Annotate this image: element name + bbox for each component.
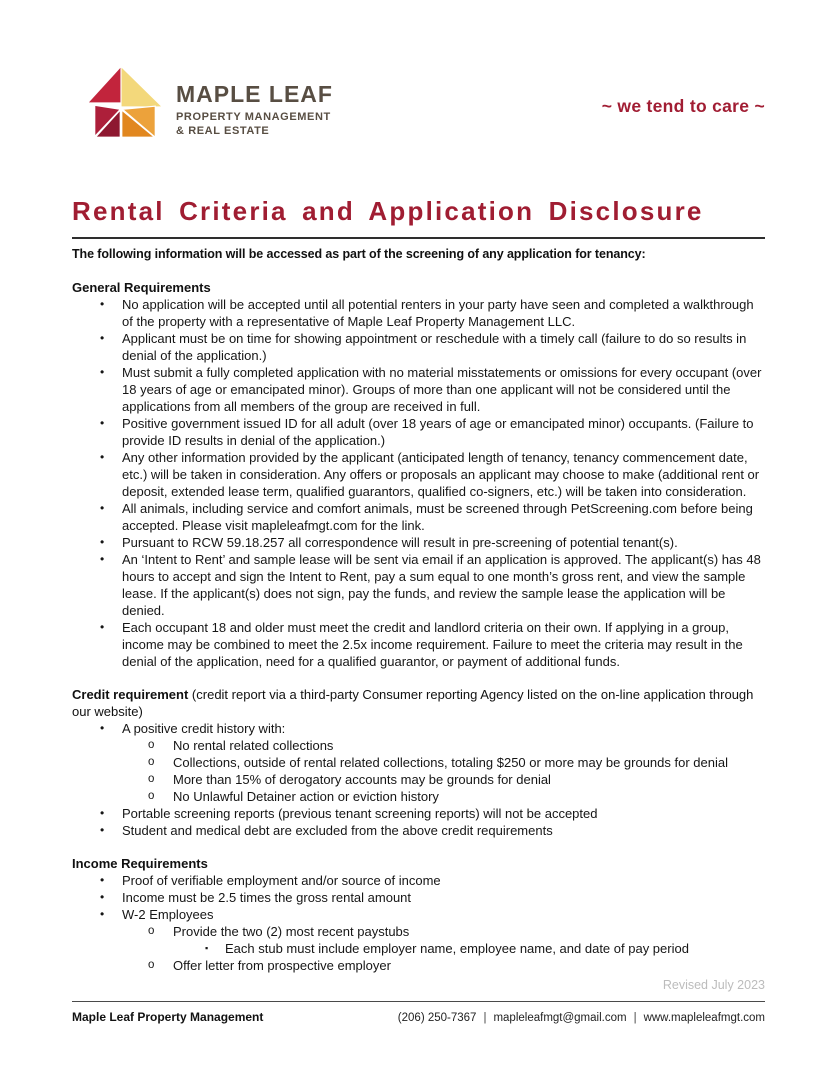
brand-name: MAPLE LEAF — [176, 81, 333, 107]
list-item-text: All animals, including service and comfort animals, must be screened through PetScreening.com before being accepted. Please visit mapleleafmgt.com for the link. — [122, 501, 753, 533]
list-item-text: Applicant must be on time for showing appointment or reschedule with a timely call (failure to do so results in denial of the application.) — [122, 331, 747, 363]
section-heading-suffix: (credit report via a third-party Consumer reporting Agency listed on the on-line application through our website) — [72, 687, 754, 719]
list-item — [72, 754, 765, 771]
footer-contact — [398, 1012, 765, 1024]
bullet-icon: • — [100, 890, 105, 904]
list-item — [72, 534, 765, 551]
list-item — [72, 330, 765, 364]
logo-roof-left — [88, 66, 121, 103]
intro-text: The following information will be accessed as part of the screening of any application for tenancy: — [72, 247, 646, 261]
list-item — [72, 957, 765, 974]
brand-wordmark — [176, 82, 333, 138]
list-item-text: W-2 Employees — [122, 907, 214, 922]
list-item-text: No rental related collections — [173, 738, 334, 753]
section-general-requirements — [72, 279, 765, 670]
list-item — [72, 551, 765, 619]
section-heading — [72, 855, 765, 872]
section-income-requirements — [72, 855, 765, 974]
list-item — [72, 619, 765, 670]
bullet-icon: • — [100, 823, 105, 837]
list-item-text: No application will be accepted until all potential renters in your party have seen and completed a walkthrough of the property with a representative of Maple Leaf Property Management LLC. — [122, 297, 754, 329]
list-item — [72, 720, 765, 737]
bullet-icon: • — [100, 806, 105, 820]
page-footer — [72, 1001, 765, 1024]
list-item — [72, 296, 765, 330]
bullet-list — [72, 296, 765, 670]
list-item — [72, 822, 765, 839]
brand-logo — [85, 64, 165, 143]
list-item-text: Must submit a fully completed application with no material misstatements or omissions for every occupant (over 18 years of age or emancipated minor). Groups of more than one applicant will not be considered until the applications from all members of the group are received in full. — [122, 365, 762, 414]
list-item-text: More than 15% of derogatory accounts may be grounds for denial — [173, 772, 551, 787]
list-item — [72, 771, 765, 788]
bullet-icon: • — [100, 365, 105, 379]
list-item — [72, 364, 765, 415]
list-item-text: Offer letter from prospective employer — [173, 958, 391, 973]
footer-email: mapleleafmgt@gmail.com — [493, 1012, 627, 1024]
brand-subtitle-1: PROPERTY MANAGEMENT — [176, 111, 331, 123]
list-item — [72, 737, 765, 754]
bullet-icon: • — [100, 873, 105, 887]
section-heading-text: General Requirements — [72, 280, 211, 295]
list-item-text: A positive credit history with: — [122, 721, 286, 736]
brand-subtitle-2: & REAL ESTATE — [176, 125, 270, 137]
section-heading — [72, 279, 765, 296]
page-title: Rental Criteria and Application Disclosure — [72, 196, 704, 226]
list-item-text: Positive government issued ID for all adult (over 18 years of age or emancipated minor) occupants. (Failure to provide ID results in denial of the application.) — [122, 416, 754, 448]
revision-note: Revised July 2023 — [662, 978, 765, 992]
logo-roof-right — [121, 66, 162, 107]
title-rule — [72, 237, 765, 239]
bullet-icon: • — [100, 721, 105, 735]
list-item-text: Provide the two (2) most recent paystubs — [173, 924, 410, 939]
bullet-list — [72, 872, 765, 974]
list-item — [72, 788, 765, 805]
list-item — [72, 449, 765, 500]
bullet-icon: • — [100, 907, 105, 921]
brand-tagline: ~ we tend to care ~ — [601, 96, 765, 116]
list-item-text: Proof of verifiable employment and/or source of income — [122, 873, 441, 888]
footer-website: www.mapleleafmgt.com — [643, 1012, 765, 1024]
list-item-text: Portable screening reports (previous tenant screening reports) will not be accepted — [122, 806, 598, 821]
list-item-text: Student and medical debt are excluded from the above credit requirements — [122, 823, 553, 838]
list-item — [72, 940, 765, 957]
list-item-text: An ‘Intent to Rent’ and sample lease will be sent via email if an application is approved. The applicant(s) has 48 hours to accept and sign the Intent to Rent, pay a sum equal to one month’s gross rent, and view the sample lease. If the applicant(s) does not sign, pay the funds, and review the sample lease the application will be denied. — [122, 552, 761, 618]
bullet-icon: • — [100, 331, 105, 345]
circle-bullet-icon: o — [148, 756, 155, 768]
bullet-list — [72, 720, 765, 839]
list-item — [72, 923, 765, 940]
list-item — [72, 500, 765, 534]
list-item-text: Each occupant 18 and older must meet the credit and landlord criteria on their own. If applying in a group, income may be combined to meet the 2.5x income requirement. Failure to meet the criteria may result in the denial of the application, need for a qualified guarantor, or payment of additional funds. — [122, 620, 743, 669]
list-item-text: Any other information provided by the applicant (anticipated length of tenancy, tenancy commencement date, etc.) will be taken in consideration. Any offers or proposals an applicant may choose to make (additional rent or deposit, extended lease term, qualified guarantors, qualified co-signers, etc.) will be taken into consideration. — [122, 450, 760, 499]
footer-phone: (206) 250-7367 — [397, 1012, 477, 1024]
bullet-icon: • — [100, 416, 105, 430]
bullet-icon: • — [100, 501, 105, 515]
bullet-icon: • — [100, 620, 105, 634]
list-item-text: Collections, outside of rental related collections, totaling $250 or more may be grounds for denial — [173, 755, 728, 770]
list-item-text: Income must be 2.5 times the gross rental amount — [122, 890, 412, 905]
section-credit-requirement — [72, 686, 765, 839]
bullet-icon: • — [100, 552, 105, 566]
footer-company: Maple Leaf Property Management — [72, 1010, 264, 1024]
bullet-icon: • — [100, 297, 105, 311]
circle-bullet-icon: o — [148, 790, 155, 802]
list-item — [72, 872, 765, 889]
list-item — [72, 889, 765, 906]
list-item — [72, 805, 765, 822]
footer-separator: | — [633, 1012, 637, 1024]
footer-separator: | — [483, 1012, 487, 1024]
circle-bullet-icon: o — [148, 925, 155, 937]
bullet-icon: • — [100, 535, 105, 549]
house-logo-icon — [85, 64, 165, 138]
circle-bullet-icon: o — [148, 739, 155, 751]
bullet-icon: • — [100, 450, 105, 464]
list-item-text: Pursuant to RCW 59.18.257 all correspondence will result in pre-screening of potential tenant(s). — [122, 535, 678, 550]
list-item — [72, 906, 765, 923]
list-item-text: No Unlawful Detainer action or eviction history — [173, 789, 439, 804]
list-item-text: Each stub must include employer name, employee name, and date of pay period — [225, 941, 689, 956]
list-item — [72, 415, 765, 449]
section-heading-text: Income Requirements — [72, 856, 208, 871]
section-heading — [72, 686, 765, 720]
section-heading-text: Credit requirement — [72, 687, 189, 702]
circle-bullet-icon: o — [148, 773, 155, 785]
square-bullet-icon: ▪ — [205, 943, 209, 953]
circle-bullet-icon: o — [148, 959, 155, 971]
